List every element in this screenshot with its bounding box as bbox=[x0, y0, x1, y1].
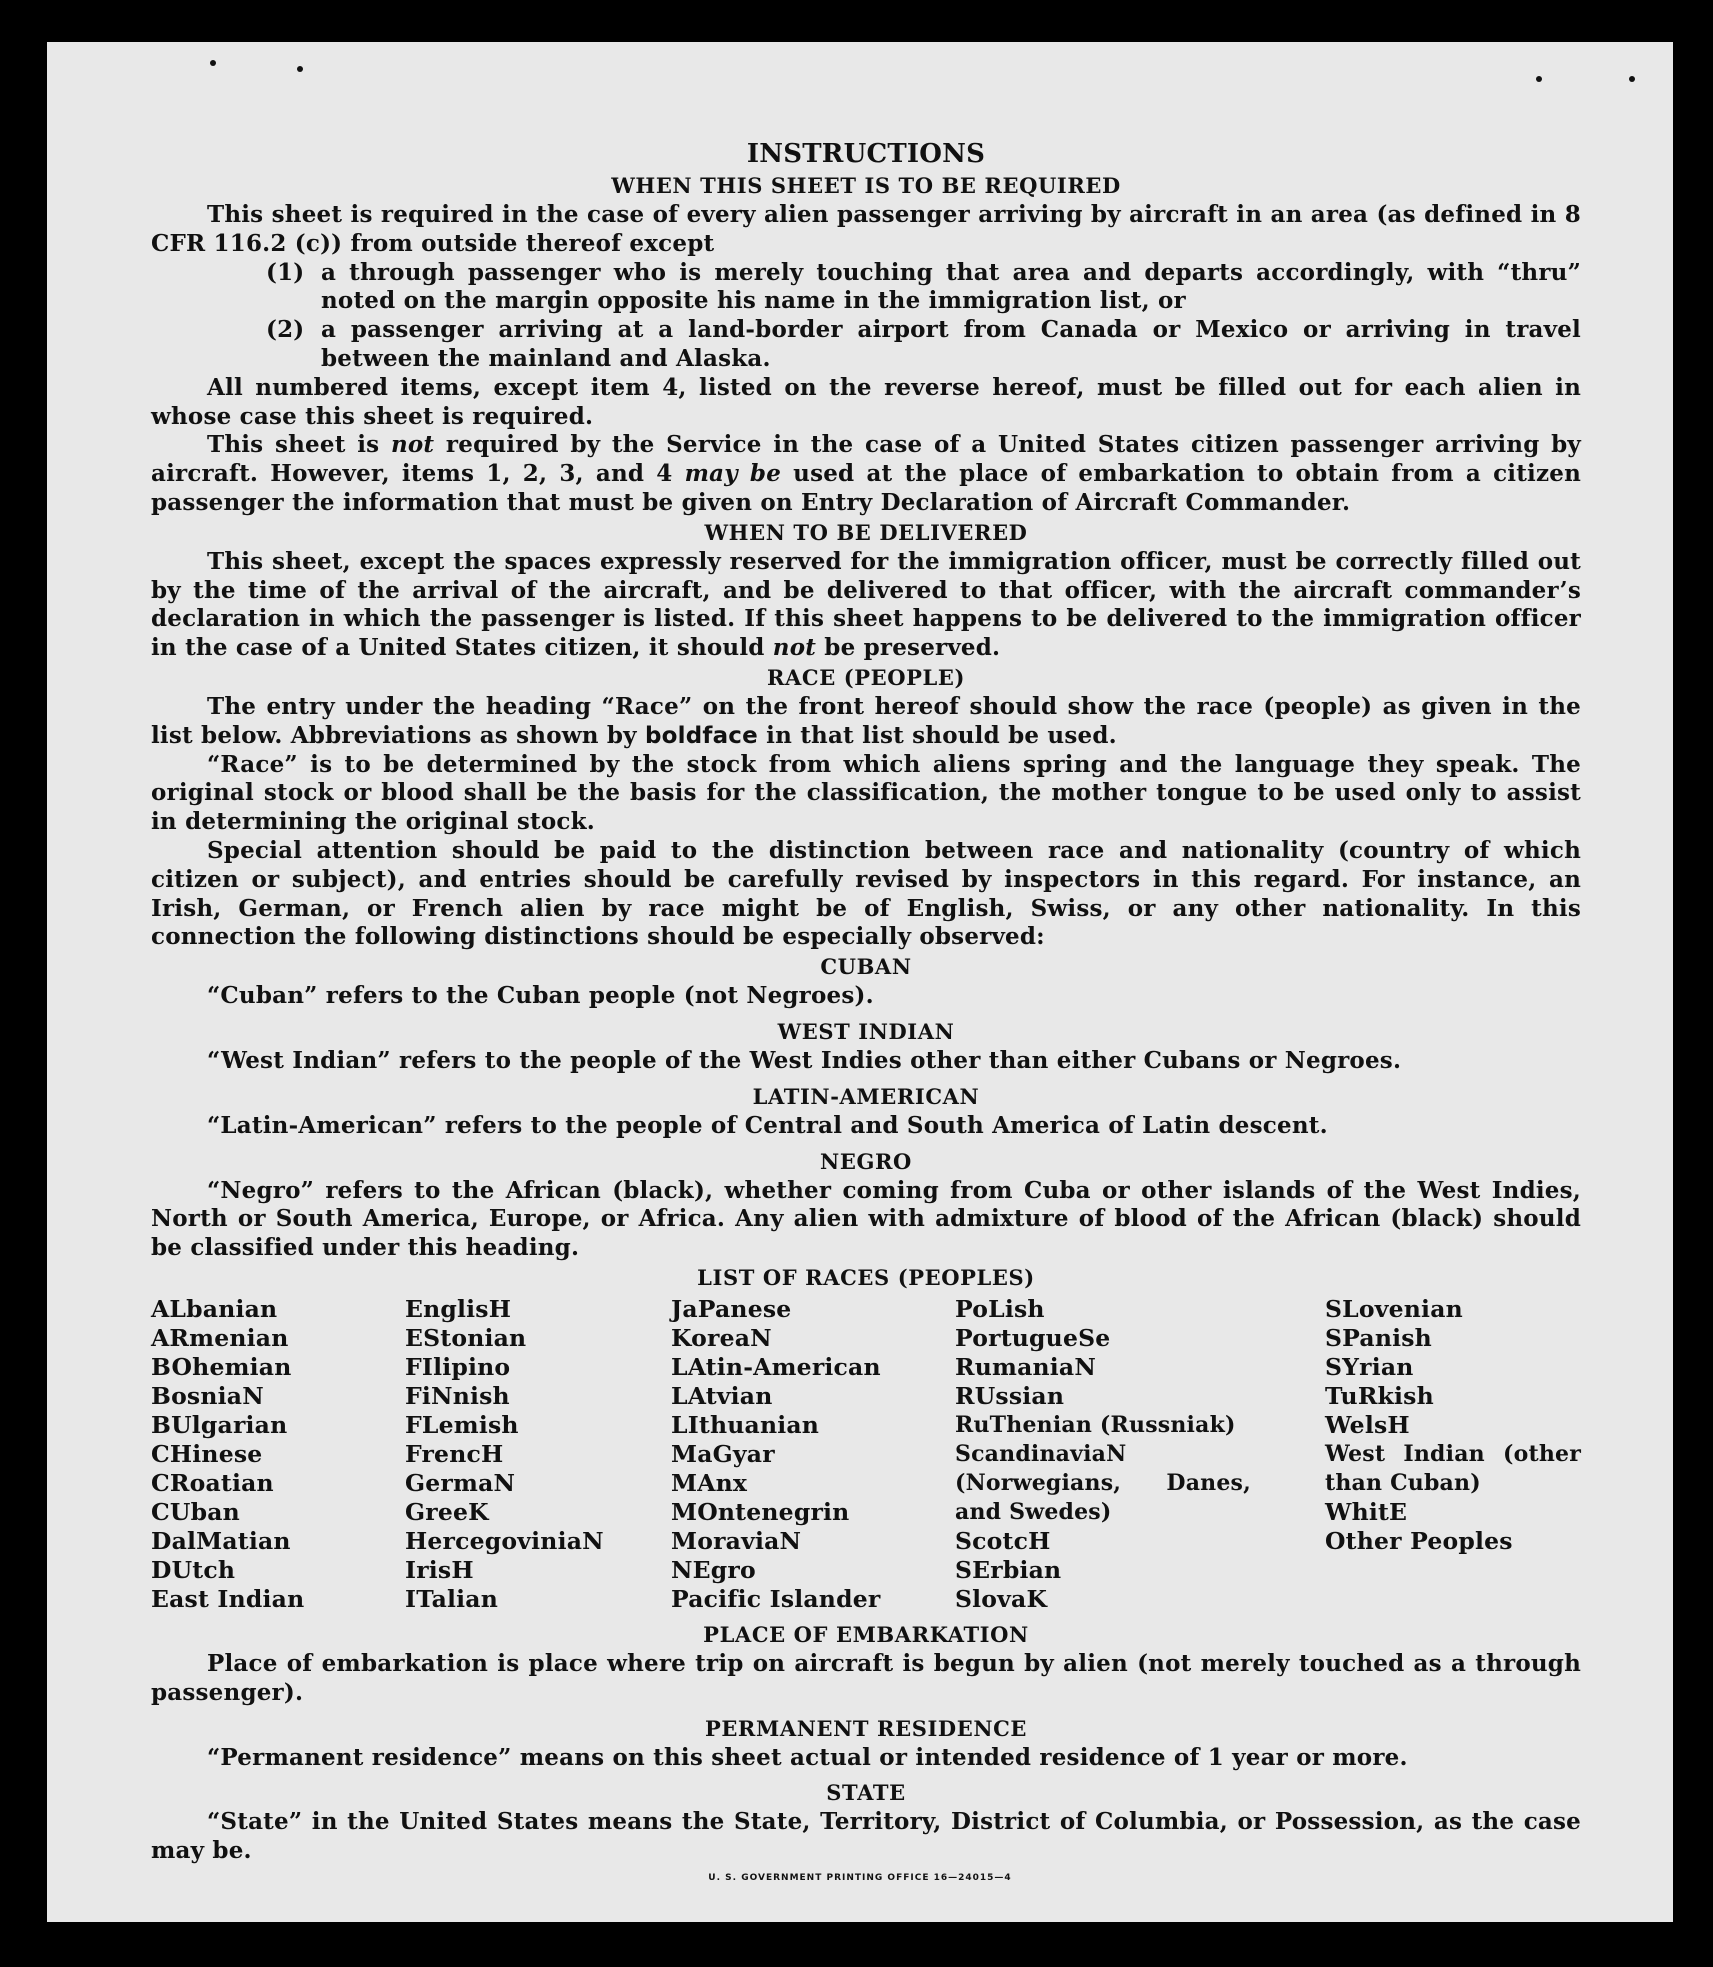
race-entry: LAtvian bbox=[671, 1381, 773, 1410]
race-entry: KoreaN bbox=[671, 1323, 772, 1352]
race-entry: MoraviaN bbox=[671, 1526, 802, 1555]
paragraph: “West Indian” refers to the people of the West Indies other than either Cubans or Negroes. bbox=[207, 1046, 1402, 1074]
numbered-item bbox=[151, 316, 1581, 374]
section-heading: RACE (PEOPLE) bbox=[766, 664, 966, 690]
race-entry: ScandinaviaN (Norwegians, Danes, and Swedes) bbox=[955, 1440, 1251, 1525]
race-entry: BOhemian bbox=[151, 1352, 292, 1381]
italic-text: may be bbox=[684, 460, 782, 488]
paragraph: “Race” is to be determined by the stock from which aliens spring and the language they speak. The original stock or blood shall be the basis for the classification, the mother tongue to be used only to assist in determining the original stock. bbox=[151, 750, 1581, 836]
section-heading: PERMANENT RESIDENCE bbox=[704, 1715, 1028, 1741]
paragraph: “State” in the United States means the State, Territory, District of Columbia, or Possession, as the case may be. bbox=[151, 1808, 1581, 1865]
text-run: used at the place of embarkation to obtain from a citizen passenger the information that must be given on Entry Declaration of Aircraft Commander. bbox=[151, 460, 1581, 516]
paragraph: “Latin-American” refers to the people of Central and South America of Latin descent. bbox=[207, 1111, 1328, 1139]
race-entry: DalMatian bbox=[151, 1526, 291, 1555]
text-run: be preserved. bbox=[816, 634, 1001, 662]
section-heading: CUBAN bbox=[820, 954, 912, 980]
section-heading: NEGRO bbox=[820, 1148, 912, 1174]
race-list bbox=[151, 1295, 1581, 1614]
race-entry: TuRkish bbox=[1325, 1381, 1434, 1410]
race-entry: WhitE bbox=[1325, 1497, 1408, 1526]
race-entry: ALbanian bbox=[151, 1294, 278, 1323]
race-entry: SLovenian bbox=[1325, 1294, 1463, 1323]
race-entry: LIthuanian bbox=[671, 1410, 820, 1439]
section-heading: WEST INDIAN bbox=[777, 1018, 955, 1044]
text-run: This sheet, except the spaces expressly reserved for the immigration officer, must be correctly filled out by the time of the arrival of the aircraft, and be delivered to that officer, with the aircraft commander’s declaration in which the passenger is listed. If this sheet happens to be delivered to the immigration officer in the case of a United States citizen, it should bbox=[151, 547, 1581, 662]
paragraph: Special attention should be paid to the distinction between race and nationality (country of which citizen or subject), and entries should be carefully revised by inspectors in this regard. For instance, an Irish, German, or French alien by race might be of English, Swiss, or any other nationality. In this connection the following distinctions should be especially observed: bbox=[151, 836, 1581, 951]
item-text: a through passenger who is merely touching that area and departs accordingly, with “thru” noted on the margin opposite his name in the immigration list, or bbox=[321, 258, 1581, 315]
text-run: This sheet is bbox=[207, 431, 391, 459]
item-text: a passenger arriving at a land-border airport from Canada or Mexico or arriving in travel between the mainland and Alaska. bbox=[321, 316, 1581, 372]
race-entry: Other Peoples bbox=[1325, 1526, 1513, 1555]
race-entry: GreeK bbox=[405, 1497, 489, 1526]
paragraph: Place of embarkation is place where trip on aircraft is begun by alien (not merely touched as a through passenger). bbox=[151, 1649, 1581, 1706]
race-entry: MOntenegrin bbox=[671, 1497, 850, 1526]
paragraph bbox=[151, 431, 1581, 517]
paragraph: This sheet is required in the case of every alien passenger arriving by aircraft in an area (as defined in 8 CFR 116.2 (c)) from outside thereof except bbox=[151, 201, 1581, 257]
race-entry: West Indian (other than Cuban) bbox=[1325, 1440, 1581, 1496]
section-heading: LATIN-AMERICAN bbox=[752, 1083, 980, 1109]
race-entry: MaGyar bbox=[671, 1439, 775, 1468]
race-column bbox=[671, 1295, 955, 1614]
race-entry: ARmenian bbox=[151, 1323, 289, 1352]
race-entry: EStonian bbox=[405, 1323, 527, 1352]
punch-mark bbox=[297, 66, 303, 72]
document-page bbox=[47, 42, 1673, 1922]
bold-text: boldface bbox=[644, 722, 758, 749]
instructions-body bbox=[151, 137, 1581, 1866]
race-entry: FLemish bbox=[405, 1410, 519, 1439]
race-entry: HercegoviniaN bbox=[405, 1526, 604, 1555]
section-heading: WHEN THIS SHEET IS TO BE REQUIRED bbox=[611, 173, 1121, 198]
race-entry: FrencH bbox=[405, 1439, 504, 1468]
race-column bbox=[1325, 1295, 1581, 1614]
printer-imprint: U. S. GOVERNMENT PRINTING OFFICE 16—24015—4 bbox=[708, 1873, 1012, 1883]
race-entry: Pacific Islander bbox=[671, 1584, 881, 1613]
text-run: required by the Service in the case of a United States citizen passenger arriving by aircraft. However, items 1, 2, 3, and 4 bbox=[151, 431, 1581, 488]
race-entry: BUlgarian bbox=[151, 1410, 288, 1439]
paragraph bbox=[151, 693, 1581, 751]
item-number: (2) bbox=[266, 316, 305, 344]
section-heading: LIST OF RACES (PEOPLES) bbox=[697, 1264, 1035, 1290]
race-entry: EnglisH bbox=[405, 1294, 512, 1323]
punch-mark bbox=[1629, 76, 1635, 82]
race-entry: PoLish bbox=[955, 1294, 1045, 1323]
race-entry: GermaN bbox=[405, 1468, 516, 1497]
section-heading: STATE bbox=[826, 1780, 906, 1806]
race-entry: SlovaK bbox=[955, 1584, 1048, 1613]
paragraph: “Negro” refers to the African (black), whether coming from Cuba or other islands of the West Indies, North or South America, Europe, or Africa. Any alien with admixture of blood of the African (black) should be classified under this heading. bbox=[151, 1176, 1581, 1262]
page-title: INSTRUCTIONS bbox=[746, 139, 986, 169]
race-entry: JaPanese bbox=[671, 1294, 792, 1323]
italic-text: not bbox=[390, 431, 435, 459]
numbered-item bbox=[151, 259, 1581, 317]
race-column bbox=[955, 1295, 1251, 1614]
race-entry: CRoatian bbox=[151, 1468, 274, 1497]
race-entry: RuThenian (Russniak) bbox=[955, 1411, 1236, 1438]
race-entry: DUtch bbox=[151, 1555, 236, 1584]
race-column bbox=[405, 1295, 671, 1614]
race-entry: CUban bbox=[151, 1497, 240, 1526]
race-entry: FiNnish bbox=[405, 1381, 510, 1410]
race-entry: MAnx bbox=[671, 1468, 748, 1497]
race-entry: ScotcH bbox=[955, 1526, 1051, 1555]
paragraph: All numbered items, except item 4, listed on the reverse hereof, must be filled out for each alien in whose case this sheet is required. bbox=[151, 373, 1581, 430]
race-entry: RumaniaN bbox=[955, 1352, 1097, 1381]
paragraph: “Cuban” refers to the Cuban people (not Negroes). bbox=[207, 982, 874, 1010]
italic-text: not bbox=[772, 634, 817, 662]
race-entry: SErbian bbox=[955, 1555, 1062, 1584]
section-heading: WHEN TO BE DELIVERED bbox=[704, 519, 1028, 545]
punch-mark bbox=[1536, 76, 1542, 82]
race-entry: IrisH bbox=[405, 1555, 474, 1584]
paragraph bbox=[151, 548, 1581, 663]
punch-mark bbox=[210, 60, 216, 66]
paragraph: “Permanent residence” means on this sheet actual or intended residence of 1 year or more. bbox=[207, 1743, 1408, 1771]
race-entry: SYrian bbox=[1325, 1352, 1414, 1381]
race-entry: WelsH bbox=[1325, 1410, 1410, 1439]
race-entry: FIlipino bbox=[405, 1352, 511, 1381]
race-entry: LAtin-American bbox=[671, 1352, 881, 1381]
item-number: (1) bbox=[266, 258, 305, 286]
race-entry: ITalian bbox=[405, 1584, 499, 1613]
race-column bbox=[151, 1295, 405, 1614]
race-entry: PortugueSe bbox=[955, 1323, 1111, 1352]
text-run: in that list should be used. bbox=[757, 721, 1117, 749]
section-heading: PLACE OF EMBARKATION bbox=[703, 1621, 1029, 1647]
race-entry: East Indian bbox=[151, 1584, 305, 1613]
race-entry: RUssian bbox=[955, 1381, 1065, 1410]
race-entry: NEgro bbox=[671, 1555, 756, 1584]
text-run: The entry under the heading “Race” on the front hereof should show the race (people) as given in the list below. Abbreviations as shown by bbox=[151, 692, 1581, 749]
race-entry: SPanish bbox=[1325, 1323, 1432, 1352]
race-entry: BosniaN bbox=[151, 1381, 264, 1410]
race-entry: CHinese bbox=[151, 1439, 263, 1468]
